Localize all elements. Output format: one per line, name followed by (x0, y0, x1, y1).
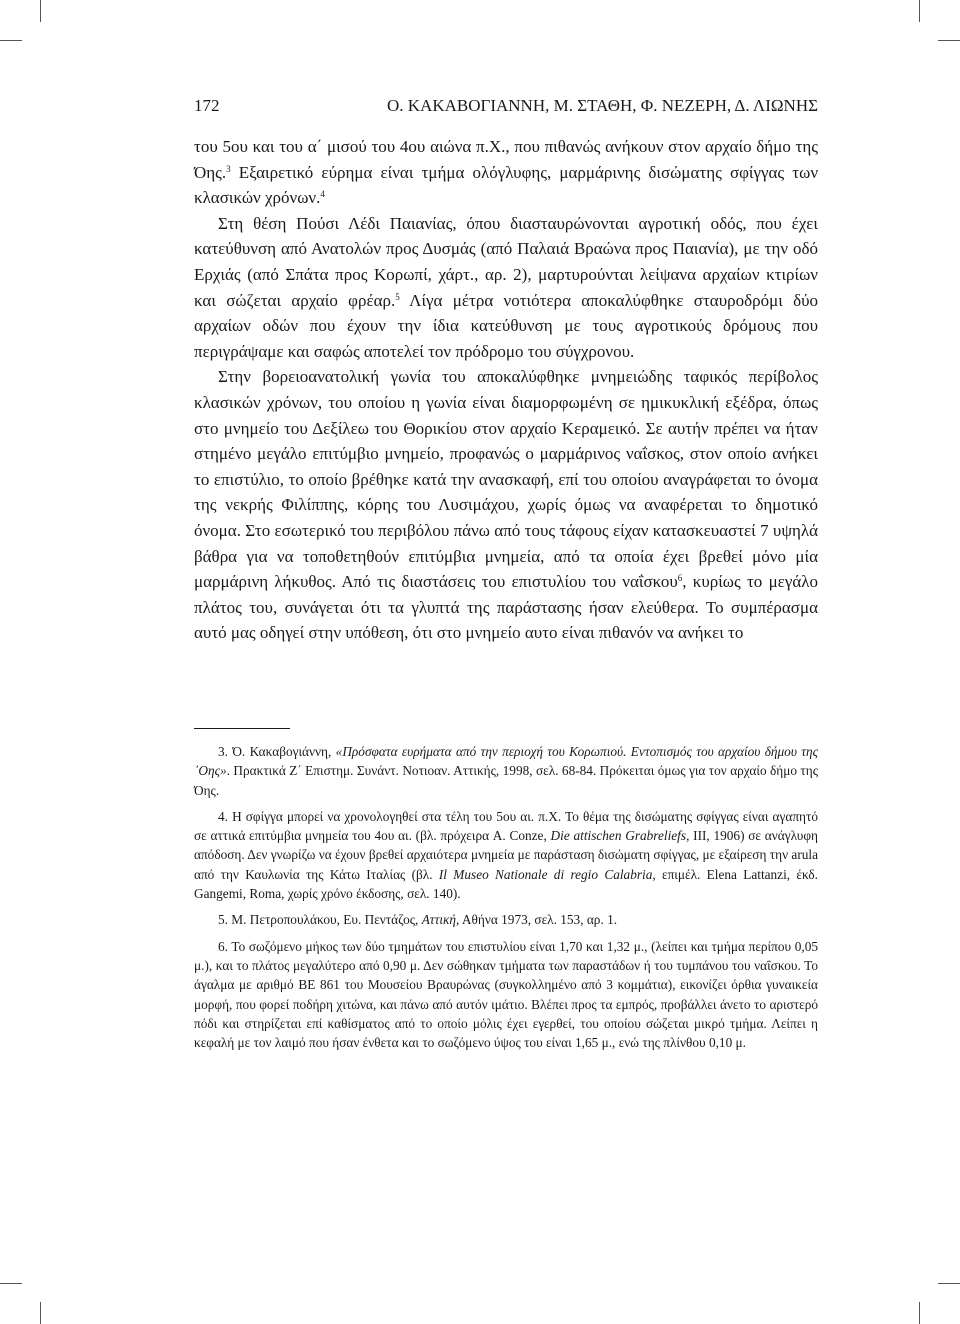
footnote-5 (194, 910, 818, 929)
footnote-number: 3. (218, 744, 228, 759)
footnote-ref[interactable]: 4 (320, 189, 325, 200)
footnote-number: 4. (218, 808, 228, 824)
footnote-ref[interactable]: 6 (677, 573, 683, 584)
footnote-text: Το σωζόμενο μήκος των δύο τμημάτων του επιστυλίου είναι 1,70 και 1,32 μ., (λείπει και τμήμα περίπου 0,05 μ.), και το πλάτος μεγαλύτερο από 0,90 μ. Δεν σώθηκαν τμήματα των παραστάδων ή του τυμπάνου του ναΐσκου. Το άγαλμα με αριθμό ΒΕ 861 του Μουσείου Βραυρώνας (συγκολλημένο από 3 κομμάτια), εικονίζει όρθια γυναικεία μορφή, που φορεί ποδήρη χιτώνα, και πάνω από αυτόν ιμάτιο. Βλέπει προς τα εμπρός, προβάλλει άνετο το αριστερό πόδι και στηρίζεται επί καθίσματος από το οποίο μόλις έχει εγερθεί, του οποίου σώζεται μικρό τμήμα. Λείπει η κεφαλή με τον λαιμό που ήσαν ένθετα και το σωζόμενο ύψος του είναι 1,65 μ., ενώ της πλίνθου 0,10 μ. (194, 938, 818, 1051)
crop-mark (919, 0, 920, 22)
crop-mark (938, 40, 960, 41)
footnote-text: , Αθήνα 1973, σελ. 153, αρ. 1. (456, 912, 618, 928)
footnote-italic: Die attischen Grabreliefs (550, 828, 687, 844)
footnote-text: , επιμέλ. Elena Lattanzi, έκδ. Gangemi, Roma, χωρίς χρόνο έκδοσης, σελ. 140). (194, 866, 818, 902)
paragraph-text: Εξαιρετικό εύρημα είναι τμήμα ολόγλυφης, μαρμάρινης δισώματης σφίγγας των κλασικών χρόνων. (194, 162, 818, 208)
crop-mark (919, 1302, 920, 1324)
footnote-number: 5. (218, 912, 228, 928)
paragraph-text: Στη θέση Πούσι Λέδι Παιανίας, όπου διασταυρώνονται αγροτική οδός, που έχει κατεύθυνση από Ανατολών προς Δυσμάς (από Παλαιά Βραώνα προς Παιανία), με την οδό Ερχιάς (από Σπάτα προς Κορωπί, χάρτ., αρ. 2), μαρτυρούνται λείψανα αρχαίων κτιρίων και σώζεται αρχαίο φρέαρ. (194, 213, 818, 310)
footnote-separator (194, 728, 290, 729)
footnote-number: 6. (218, 938, 228, 954)
crop-mark (938, 1283, 960, 1284)
page-header (194, 96, 818, 116)
crop-mark (0, 1283, 22, 1284)
page-number: 172 (194, 96, 220, 115)
paragraph (194, 364, 818, 646)
footnote-text: Μ. Πετροπουλάκου, Ευ. Πεντάζος, (227, 912, 422, 928)
paragraph (194, 211, 818, 365)
main-text (194, 134, 818, 646)
crop-mark (40, 0, 41, 22)
footnotes (194, 742, 818, 1059)
footnote-text: Ό. Κακαβογιάννη, (227, 744, 336, 759)
footnote-italic: Il Museo Nationale di regio Calabria (438, 866, 653, 882)
running-title: Ο. ΚΑΚΑΒΟΓΙΑΝΝΗ, Μ. ΣΤΑΘΗ, Φ. ΝΕΖΕΡΗ, Δ. ΛΙΩΝΗΣ (387, 96, 818, 115)
footnote-6 (194, 937, 818, 1053)
paragraph-text: , κυρίως το μεγάλο πλάτος του, συνάγεται ότι τα γλυπτά της παράστασης ήσαν ελεύθερα. Το συμπέρασμα αυτό μας οδηγεί στην υπόθεση, ότι στο μνημείο αυτο είναι πιθανόν να ανήκει το (194, 572, 818, 643)
crop-mark (0, 40, 22, 41)
footnote-4 (194, 807, 818, 903)
paragraph-text: του 5ου και του α΄ μισού του 4ου αιώνα π.Χ., που πιθανώς ανήκουν στον αρχαίο δήμο της Όης. (194, 137, 818, 182)
paragraph-text: Στην βορειοανατολική γωνία του αποκαλύφθηκε μνημειώδης ταφικός περίβολος κλασικών χρόνων, του οποίου η γωνία είναι διαμορφωμένη σε ημικυκλική εξέδρα, όπως στο μνημείο του Δεξίλεω του Θορικίου στον αρχαίο Κεραμεικό. Σε αυτήν πρέπει να ήταν στημένο μεγάλο επιτύμβιο μνημείο, προφανώς ο μαρμάρινος ναΐσκος, στον οποίο ανήκει το επιστύλιο, το οποίο βρέθηκε κατά την ανασκαφή, επί του οποίου αναγράφεται το όνομα της νεκρής Φιλίππης, κόρης του Λυσιμάχου, χωρίς όμως να αναφέρεται το δημοτικό όνομα. Στο εσωτερικό του περιβόλου πάνω από τους τάφους είχαν κατασκευαστεί 7 υψηλά βάθρα για να τοποθετηθούν επιτύμβια μνημεία, από τα οποία έχει βρεθεί μόνο μία μαρμάρινη λήκυθος. Από τις διαστάσεις του επιστυλίου του ναΐσκου (194, 367, 818, 592)
crop-mark (40, 1302, 41, 1324)
footnote-text: . Πρακτικά Ζ΄ Επιστημ. Συνάντ. Νοτιοαν. Αττικής, 1998, σελ. 68-84. Πρόκειται όμως για τον αρχαίο δήμο της Όης. (194, 763, 818, 798)
footnote-italic: «Πρόσφατα ευρήματα από την περιοχή του Κορωπιού. Εντοπισμός του αρχαίου δήμου της ᾽Οης» (194, 744, 819, 779)
footnote-ref[interactable]: 3 (226, 163, 231, 174)
paragraph-text: Λίγα μέτρα νοτιότερα αποκαλύφθηκε σταυροδρόμι δύο αρχαίων οδών που έχουν την ίδια κατεύθυνση με τους αγροτικούς δρόμους που περιγράψαμε και σαφώς αποτελεί τον πρόδρομο του σύγχρονου. (194, 290, 819, 361)
footnote-ref[interactable]: 5 (395, 291, 400, 302)
footnote-3 (194, 742, 818, 800)
footnote-text: , III, 1906) σε ανάγλυφη απόδοση. Δεν γνωρίζω να έχουν βρεθεί αρχαιότερα μνημεία με παράσταση δισώματη σφίγγας, με εξαίρεση την arula από την Καυλωνία της Κάτω Ιταλίας (βλ. (194, 828, 818, 882)
footnote-italic: Αττική (421, 912, 457, 928)
footnote-text: Η σφίγγα μπορεί να χρονολογηθεί στα τέλη του 5ου αι. π.Χ. Το θέμα της δισώματης σφίγγας είναι αγαπητό σε αττικά επιτύμβια μνημεία του 4ου αι. (βλ. πρόχειρα A. Conze, (194, 808, 818, 844)
paragraph (194, 134, 818, 211)
